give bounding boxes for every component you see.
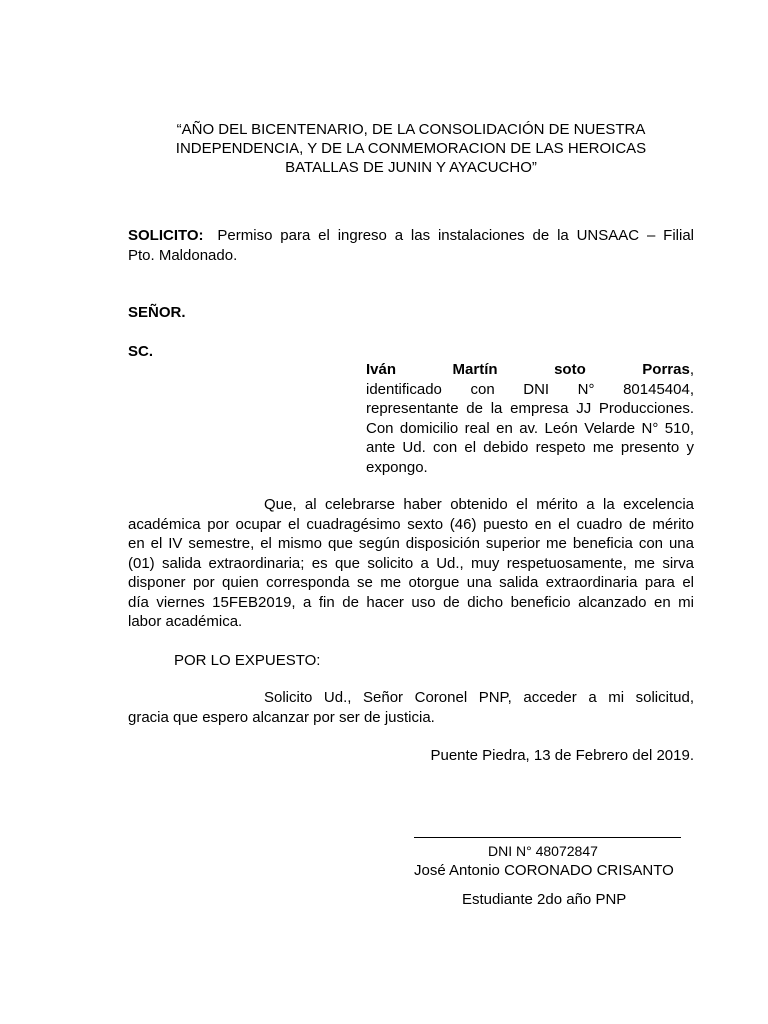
subject-text-1: Permiso para el ingreso a las instalaciones de la UNSAAC – Filial	[217, 227, 694, 244]
subject-block	[128, 226, 694, 265]
body-line-3: en el IV semestre, el mismo que según disposición superior me beneficia con una	[128, 535, 694, 552]
signer-name: José Antonio CORONADO CRISANTO	[414, 862, 674, 879]
body-line-6: día viernes 15FEB2019, a fin de hacer uso de dicho beneficio alcanzado en mi	[128, 593, 694, 611]
presenter-line-4: Con domicilio real en av. León Velarde N° 510,	[366, 419, 694, 437]
document-header	[128, 120, 694, 177]
body-line-5: disponer por quien corresponda se me otorgue una salida extraordinaria para el	[128, 574, 694, 591]
body-line-1: Que, al celebrarse haber obtenido el mérito a la excelencia	[264, 496, 694, 513]
presenter-line-2: identificado con DNI N° 80145404,	[366, 380, 694, 398]
body-line-4: (01) salida extraordinaria; es que solicito a Ud., muy respetuosamente, me sirva	[128, 554, 694, 572]
por-lo-expuesto: POR LO EXPUESTO:	[174, 652, 321, 669]
signer-dni: DNI N° 48072847	[488, 843, 598, 859]
header-line-2: INDEPENDENCIA, Y DE LA CONMEMORACION DE LAS HEROICAS	[175, 140, 647, 157]
addressee-sc: SC.	[128, 343, 154, 360]
closing-line-1: Solicito Ud., Señor Coronel PNP, acceder a mi solicitud,	[264, 689, 694, 706]
body-line-7: labor académica.	[128, 613, 243, 630]
subject-label: SOLICITO:	[128, 227, 204, 244]
signer-rank: Estudiante 2do año PNP	[462, 891, 627, 908]
signature-line	[414, 837, 681, 838]
presenter-line-5: ante Ud. con el debido respeto me presento y	[366, 439, 694, 456]
presenter-name: Iván Martín soto Porras	[366, 361, 690, 378]
closing-paragraph	[128, 688, 694, 727]
subject-line-1	[128, 226, 694, 246]
presenter-line-3: representante de la empresa JJ Producciones.	[366, 400, 694, 417]
body-paragraph	[128, 495, 694, 632]
body-line-2: académica por ocupar el cuadragésimo sexto (46) puesto en el cuadro de mérito	[128, 515, 694, 533]
subject-text-2: Pto. Maldonado.	[128, 246, 238, 264]
addressee-senor: SEÑOR.	[128, 304, 186, 321]
presenter-block	[366, 360, 694, 477]
presenter-name-suffix: ,	[689, 361, 694, 378]
closing-line-2: gracia que espero alcanzar por ser de justicia.	[128, 708, 435, 726]
place-date: Puente Piedra, 13 de Febrero del 2019.	[430, 747, 694, 764]
header-line-1: “AÑO DEL BICENTENARIO, DE LA CONSOLIDACIÓN DE NUESTRA	[176, 121, 646, 138]
presenter-line-1	[366, 360, 694, 380]
presenter-line-6: expongo.	[366, 458, 428, 476]
header-line-3: BATALLAS DE JUNIN Y AYACUCHO”	[285, 159, 537, 176]
